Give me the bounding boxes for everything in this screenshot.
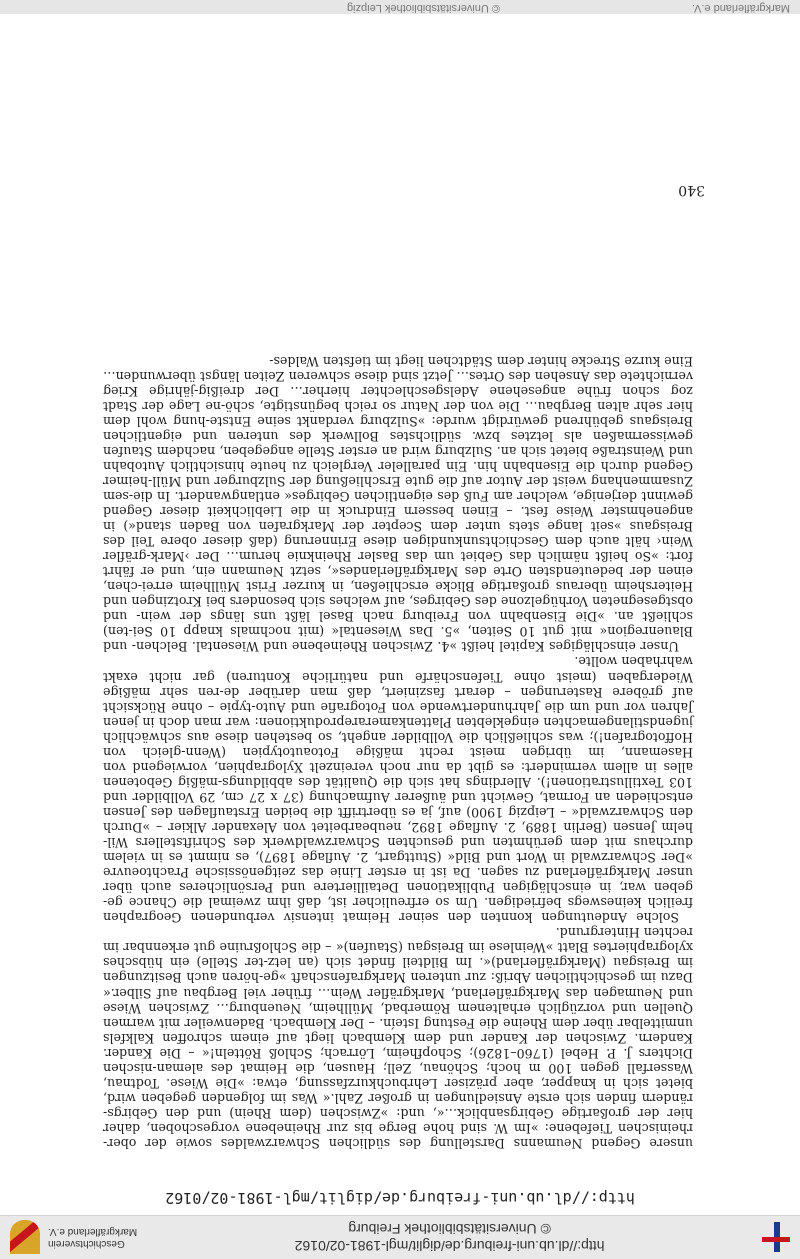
paragraph: Solche Andeutungen konnten den seiner Heimat intensiv verbundenen Geographen freilich keineswegs befriedigen. Um so erfreulicher ist, daß ihm zweimal die Chance ge-geben war, in einschlägigen Publikationen Detailliertere und Persönlicheres auch über unser Markgräflerland zu sagen. Da ist in erster Linie das zeitgenössische Prachtoeuvre »Der Schwarzwald in Wort und Bild« (Stuttgart, 2. Auflage 1897), es nimmt es in vielem durchaus mit dem gerühmten und gesuchten Schwarzwaldwerk des Schriftstellers Wil-helm Jensen (Berlin 1889, 2. Auflage 1892, neubearbeitet von Alexander Alkier – »Durch den Schwarzwald« – Leipzig 1900) auf, ja es übertrifft die beiden Erstauflagen des Jensen entschieden an Format, Gewicht und äußerer Aufmachung (37 x 27 cm, 29 Vollbilder und 103 Textillustrationen!). Allerdings hat sich die Qualität des abbildungs-mäßig Gebotenen alles in allem vermindert: es gibt da nur noch vereinzelt Xylographien, vorwiegend von Hasemann, im übrigen meist recht mäßige Fotoautotypien (Wenn-gleich von Hoffotografen!); was schließlich die Vollbilder angeht, so bestehen diese aus schwächlich jugendstilangemachten eingeklebten Plattenkamerareproduktionen: war man doch in jenen Jahren vor und um die Jahrhundertwende von Fotografie und Auto-typie – ohne Rücksicht auf gröbere Rasterungen – derart fasziniert, daß man darüber de-ren sehr mäßige Wiedergaben (meist ohne Tiefenschärfe und natürliche Konturen) gar nicht exakt wahrhaben wollte. <box>103 654 693 926</box>
viewer-header <box>0 1215 800 1259</box>
copyright-label: © Universitätsbibliothek Freiburg <box>348 1221 551 1238</box>
society-line-1: Geschichtsverein <box>48 1238 125 1250</box>
page-number: 340 <box>678 182 705 198</box>
header-right <box>10 1221 137 1255</box>
body-text <box>103 354 693 1151</box>
ub-logo-icon[interactable] <box>762 1223 790 1253</box>
header-center <box>137 1221 762 1255</box>
paragraph: Unser einschlägiges Kapitel heißt »4. Zwischen Rheinebene und Wiesental. Belchen- und Blauenregion« mit gut 10 Seiten, »5. Das Wiesental« (mit nochmals knapp 10 Sei-ten) schließt an. »Die Eisenbahn von Freiburg nach Basel läßt uns längs der wein- und obstgesegneten Vorhügelzone des Gebirges, auf welches sich besonders bei Krotzingen und Heitersheim überaus großartige Blicke erschließen, in kurzer Frist Müllheim errei-chen, einen der bedeutendsten Orte des Markgräflerlandes«, setzt Neumann ein, und er fährt fort: »So heißt nämlich das Gebiet um das Basler Rheinknie herum… Der ›Mark-gräfler Wein‹ hält auch dem Geschichtsunkundigen diese Erinnerung (daß dieser obere Teil des Breisgaus »seit lange stets unter dem Scepter der Markgrafen von Baden stand«) in angenehmster Weise fest. – Einen bessern Eindruck in die Lieblichkeit dieser Gegend gewinnt derjenige, welcher am Fuß des eigentlichen Gebirges« entlangwandert. In die-sem Zusammenhang weist der Autor auf die gute Erschließung der Sulzburger und Müll-heimer Gegend durch die Eisenbahn hin. Ein paralleler Vergleich zu heute hinsichtlich Autobahn und Weinstraße bietet sich an. Sulzburg wird an erster Stelle angegeben, nachdem Staufen gewissermaßen als letztes bzw. südlichstes Bollwerk des unteren und eigentlichen Breisgaus gebührend gewürdigt wurde: »Sulzburg verdankt seine Entste-hung wohl dem hier sehr alten Bergbau… Die von der Natur so reich begünstigte, schö-ne Lage der Stadt zog schon frühe angesehene Adelsgeschlechter hierher… Der dreißig-jährige Krieg vernichtete das Ansehen des Ortes… Jetzt sind diese schweren Zeiten längst überwunden… Eine kurze Strecke hinter dem Städtchen liegt im tiefsten Waldes- <box>103 353 693 655</box>
document-page <box>0 14 800 1215</box>
society-line-2: Markgräflerland e.V. <box>48 1226 138 1238</box>
footer-society: Markgräflerland e.V. <box>691 2 790 14</box>
paragraph: unsere Gegend Neumanns Darstellung des südlichen Schwarzwaldes sowie der ober-rheinischen Tiefebene: »Im W. sind hohe Berge bis zur Rheinebene vorgeschoben, daher hier der großartige Gebirgsanblick…«, und: »Zwischen (dem Rhein) und den Gebirgs-rändern finden sich erste Ansiedlungen in großer Zahl.« Was im folgenden gegeben wird, bietet sich in knapper, aber präziser Lehrbuchkurzfassung, etwa: »Die Wiese. Todtnau, Wasserfall gegen 100 m hoch; Schönau, Zell; Hausen, die Heimat des aleman-nischen Dichters J. P. Hebel (1760–1826); Schopfheim, Lörrach; Schloß Rötteln!« – Die Kander. Kandern. Zwischen der Kander und dem Klembach liegt auf einem schroffen Kalkfels unmittelbar über dem Rheine die Festung Isteín. – Der Klembach. Badenweiler mit warmen Quellen und vorzüglich erhaltenem Römerbad, Müllheim, Neuenburg… Zwischen Wiese und Neumagen das Markgräflerland, Markgräfler Wein… früher viel Bergbau auf Silber.« Dazu im geschichtlichen Abriß: zur unteren Markgrafenschaft »ge-hören auch Besitzungen im Breisgau (Markgräflerland)«. Im Bildteil findet sich (an letz-ter Stelle) ein hübsches xylographiertes Blatt »Weinlese im Breisgau (Staufen)« – die Schloßruine gut erkennbar im rechten Hintergrund. <box>103 925 693 1151</box>
source-url-top[interactable]: http://dl.ub.uni-freiburg.de/diglit/mgl-1981-02/0162 <box>294 1238 605 1255</box>
society-coat-of-arms-icon[interactable] <box>10 1221 40 1255</box>
header-left <box>762 1223 790 1253</box>
society-name <box>48 1226 137 1250</box>
viewer-footer <box>0 0 800 14</box>
footer-copyright: © Universitätsbibliothek Leipzig <box>346 2 500 14</box>
page-url: http://dl.ub.uni-freiburg.de/diglit/mgl-1981-02/0162 <box>165 1189 635 1207</box>
